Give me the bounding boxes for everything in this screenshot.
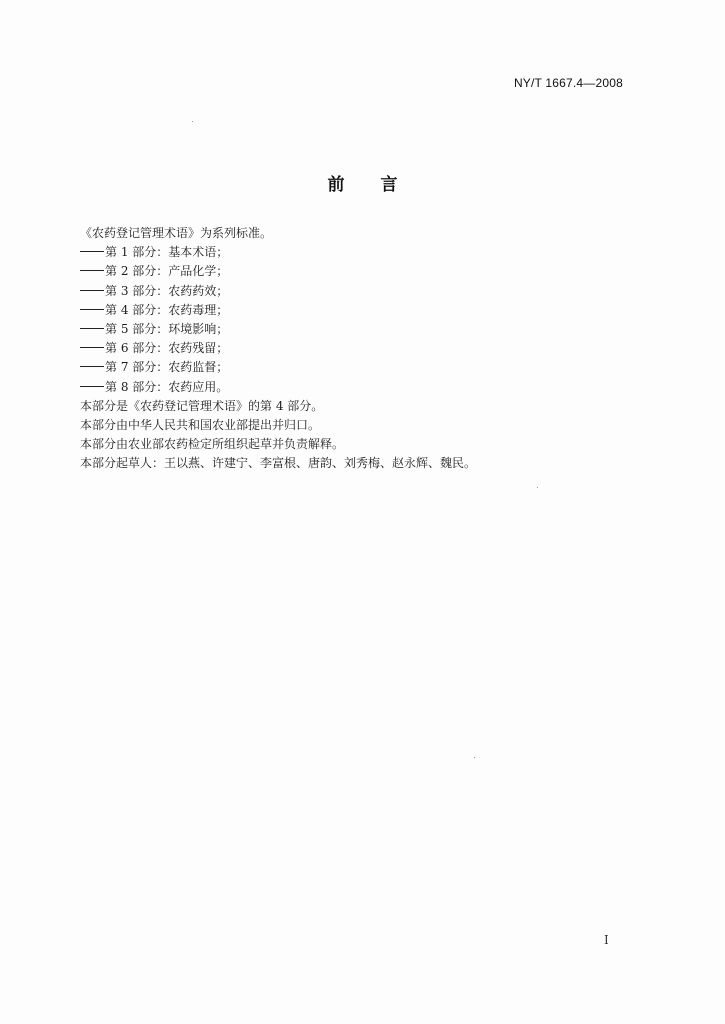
em-dash: [80, 347, 104, 348]
paragraph: 本部分是《农药登记管理术语》的第 4 部分。: [80, 398, 324, 413]
em-dash: [80, 251, 104, 252]
em-dash: [80, 328, 104, 329]
title-char-2: 言: [380, 175, 398, 195]
title-char-1: 前: [327, 175, 345, 195]
scan-speck: [474, 757, 475, 758]
em-dash: [80, 309, 104, 310]
paragraph: 本部分由中华人民共和国农业部提出并归口。: [80, 417, 321, 432]
em-dash: [80, 366, 104, 367]
paragraph: 本部分起草人：王以燕、许建宁、李富根、唐韵、刘秀梅、赵永辉、魏民。: [80, 456, 477, 471]
scan-speck: [192, 121, 193, 122]
list-item: 第 2 部分：产品化学；: [80, 262, 640, 281]
list-item: 第 3 部分：农药药效；: [80, 282, 640, 301]
intro-line: 《农药登记管理术语》为系列标准。: [80, 226, 273, 240]
list-item: 第 5 部分：环境影响；: [80, 320, 640, 339]
em-dash: [80, 270, 104, 271]
em-dash: [80, 386, 104, 387]
paragraph: 本部分由农业部农药检定所组织起草并负责解释。: [80, 437, 345, 452]
list-item: 第 6 部分：农药残留；: [80, 339, 640, 358]
page-number: I: [604, 933, 609, 947]
page-title: [0, 170, 725, 195]
list-item: 第 7 部分：农药监督；: [80, 358, 640, 377]
em-dash: [80, 290, 104, 291]
foreword-body: [80, 224, 640, 473]
list-item: 第 8 部分：农药应用。: [80, 378, 640, 397]
scan-speck: [537, 487, 538, 488]
list-item: 第 1 部分：基本术语；: [80, 243, 640, 262]
standard-code: NY/T 1667.4—2008: [513, 76, 623, 90]
list-item: 第 4 部分：农药毒理；: [80, 301, 640, 320]
